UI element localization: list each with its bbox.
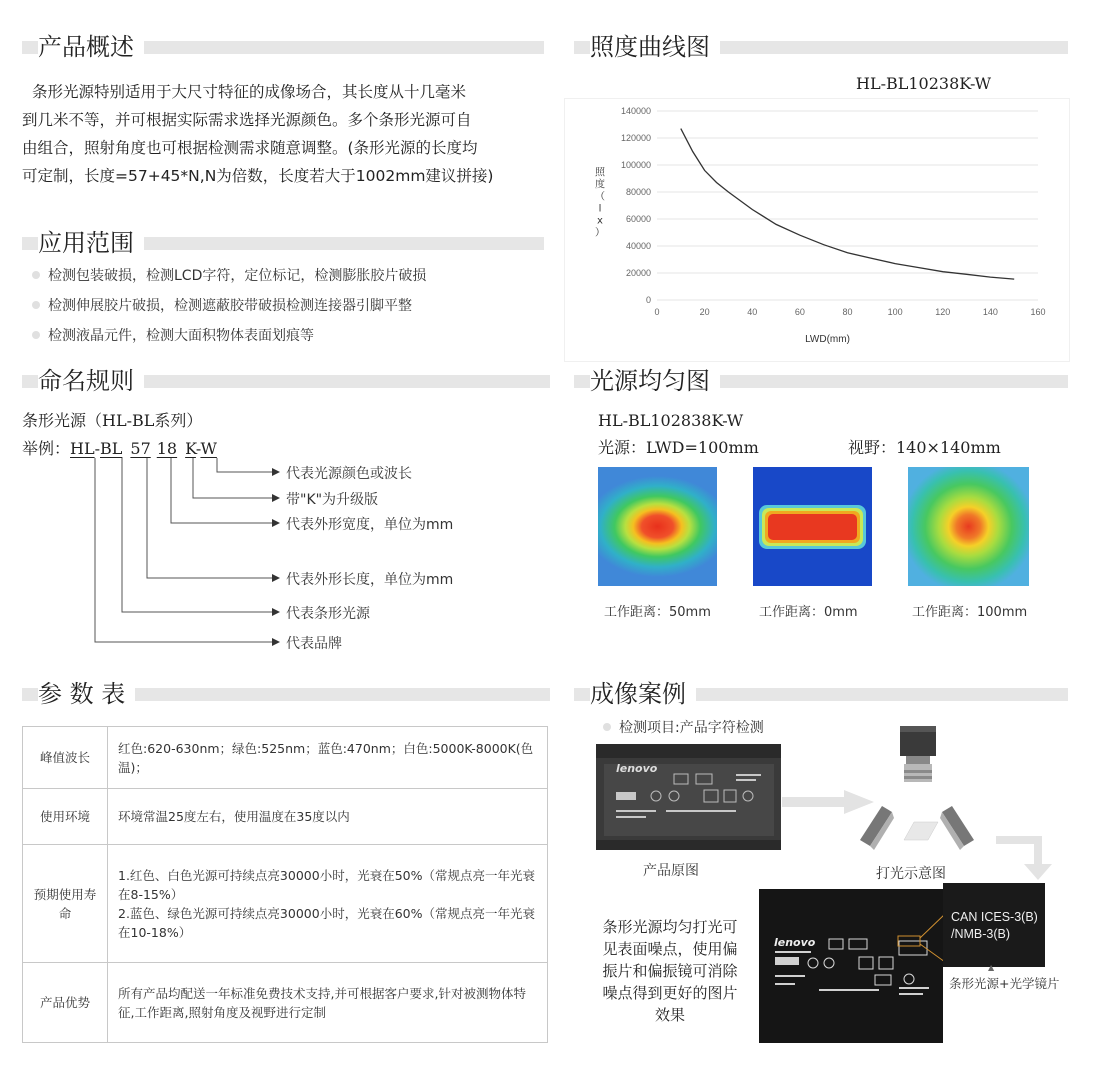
overview-line: 条形光源特别适用于大尺寸特征的成像场合，其长度从十几毫米 [32, 83, 467, 101]
zoom-text-line: CAN ICES-3(B) [951, 910, 1038, 924]
naming-connectors [0, 0, 560, 660]
table-row [23, 789, 548, 845]
illuminance-title: 照度曲线图 [590, 33, 720, 61]
overview-title: 产品概述 [38, 33, 144, 61]
param-key: 预期使用寿命 [23, 845, 108, 963]
result-caption: 条形光源+光学镜片 [949, 976, 1060, 991]
x-tick-label: 140 [982, 307, 998, 317]
x-tick-label: 120 [935, 307, 951, 317]
chart-model-title: HL-BL10238K-W [856, 74, 992, 93]
uniformity-model: HL-BL102838K-W [598, 411, 744, 430]
zoom-inset [943, 883, 1045, 967]
imaging-description [590, 916, 750, 1026]
overview-line: 由组合，照射角度也可根据检测需求随意调整。(条形光源的长度均 [22, 139, 478, 157]
naming-subtitle: 条形光源（HL-BL系列） [22, 411, 203, 430]
desc-line: 效果 [654, 1006, 685, 1024]
illuminance-chart [564, 98, 1068, 360]
y-tick-label: 140000 [620, 106, 651, 116]
light-caption: 打光示意图 [876, 866, 946, 882]
x-tick-label: 80 [842, 307, 853, 317]
x-tick-label: 100 [887, 307, 903, 317]
desc-line: 条形光源均匀打光可 [602, 918, 738, 936]
x-tick-label: 40 [747, 307, 758, 317]
annotation-upgrade: 带"K"为升级版 [286, 492, 379, 508]
heatmap-caption: 工作距离：0mm [759, 605, 858, 620]
param-key: 峰值波长 [23, 727, 108, 789]
lighting-diagram [852, 718, 982, 858]
x-tick-label: 20 [699, 307, 710, 317]
y-tick-label: 40000 [625, 241, 651, 251]
zoom-text-line: /NMB-3(B) [951, 927, 1011, 941]
heatmap-50mm [598, 467, 717, 586]
x-axis-label: LWD(mm) [805, 334, 850, 345]
annotation-color: 代表光源颜色或波长 [286, 466, 412, 482]
annotation-series: 代表条形光源 [286, 606, 370, 622]
heatmap-caption: 工作距离：100mm [912, 605, 1028, 620]
application-item: 检测液晶元件，检测大面积物体表面划痕等 [32, 325, 314, 345]
code-upgrade: K [185, 439, 196, 458]
y-tick-label: 100000 [620, 160, 651, 170]
original-caption: 产品原图 [643, 863, 699, 879]
param-value-line: 1.红色、白色光源可持续点亮30000小时，光衰在50%（常规点亮一年光衰在8-15%） [118, 867, 535, 902]
application-item: 检测伸展胶片破损，检测遮蔽胶带破损检测连接器引脚平整 [32, 295, 412, 315]
product-brand-text: lenovo [616, 762, 658, 775]
example-label: 举例： [22, 439, 71, 458]
x-tick-label: 160 [1030, 307, 1046, 317]
param-value: 环境常温25度左右，使用温度在35度以内 [108, 789, 548, 845]
heatmap-caption: 工作距离：50mm [604, 605, 711, 620]
code-color: W [200, 439, 217, 458]
heatmap-100mm [908, 467, 1029, 586]
param-value: 所有产品均配送一年标准免费技术支持,并可根据客户要求,针对被测物体特征,工作距离,照射角度及视野进行定制 [108, 963, 548, 1043]
naming-title: 命名规则 [38, 367, 144, 395]
result-brand-text: lenovo [774, 936, 816, 949]
uniformity-fov: 视野：140×140mm [848, 438, 1001, 457]
application-item: 检测包装破损，检测LCD字符，定位标记，检测膨胀胶片破损 [32, 265, 426, 285]
code-length: 57 [130, 439, 151, 458]
table-row [23, 727, 548, 789]
desc-line: 噪点得到更好的图片 [602, 984, 738, 1002]
y-tick-label: 20000 [625, 268, 651, 278]
imaging-item: 检测项目:产品字符检测 [603, 717, 764, 737]
y-tick-label: 0 [645, 295, 651, 305]
code-brand: HL [70, 439, 95, 458]
annotation-width: 代表外形宽度，单位为mm [286, 517, 454, 533]
param-value-line: 2.蓝色、绿色光源可持续点亮30000小时，光衰在60%（常规点亮一年光衰在10-18%） [118, 905, 535, 940]
uniformity-title: 光源均匀图 [590, 367, 720, 395]
overview-line: 可定制，长度=57+45*N,N为倍数，长度若大于1002mm建议拼接) [22, 167, 494, 185]
desc-line: 振片和偏振镜可消除 [602, 962, 738, 980]
desc-line: 见表面噪点，使用偏 [602, 940, 738, 958]
product-original-image [596, 744, 781, 850]
application-title: 应用范围 [38, 229, 144, 257]
heatmap-0mm [753, 467, 872, 586]
y-tick-label: 60000 [625, 214, 651, 224]
x-tick-label: 0 [654, 307, 660, 317]
naming-example: 举例：HL-BL 57 18 K-W [22, 439, 217, 458]
imaging-title: 成像案例 [590, 680, 696, 708]
y-tick-label: 80000 [625, 187, 651, 197]
param-key: 产品优势 [23, 963, 108, 1043]
param-key: 使用环境 [23, 789, 108, 845]
triangle-up-icon: ▲ [988, 963, 995, 972]
overview-line: 到几米不等，并可根据实际需求选择光源颜色。多个条形光源可自 [22, 111, 472, 129]
zoom-connector [890, 880, 950, 970]
annotation-length: 代表外形长度，单位为mm [286, 572, 454, 588]
arrow-down-icon [996, 836, 1060, 882]
param-value: 红色:620-630nm；绿色:525nm；蓝色:470nm；白色:5000K-8000K(色温)； [108, 727, 548, 789]
series-line [681, 129, 1014, 280]
y-axis-label: 照度（ l x ） [595, 167, 605, 239]
uniformity-source: 光源：LWD=100mm [598, 438, 759, 457]
table-row [23, 963, 548, 1043]
params-title: 参 数 表 [38, 680, 135, 708]
param-value [108, 845, 548, 963]
code-series: BL [100, 439, 123, 458]
table-row [23, 845, 548, 963]
annotation-brand: 代表品牌 [286, 636, 342, 652]
params-table [22, 726, 548, 1043]
y-tick-label: 120000 [620, 133, 651, 143]
code-width: 18 [156, 439, 178, 458]
x-tick-label: 60 [794, 307, 805, 317]
